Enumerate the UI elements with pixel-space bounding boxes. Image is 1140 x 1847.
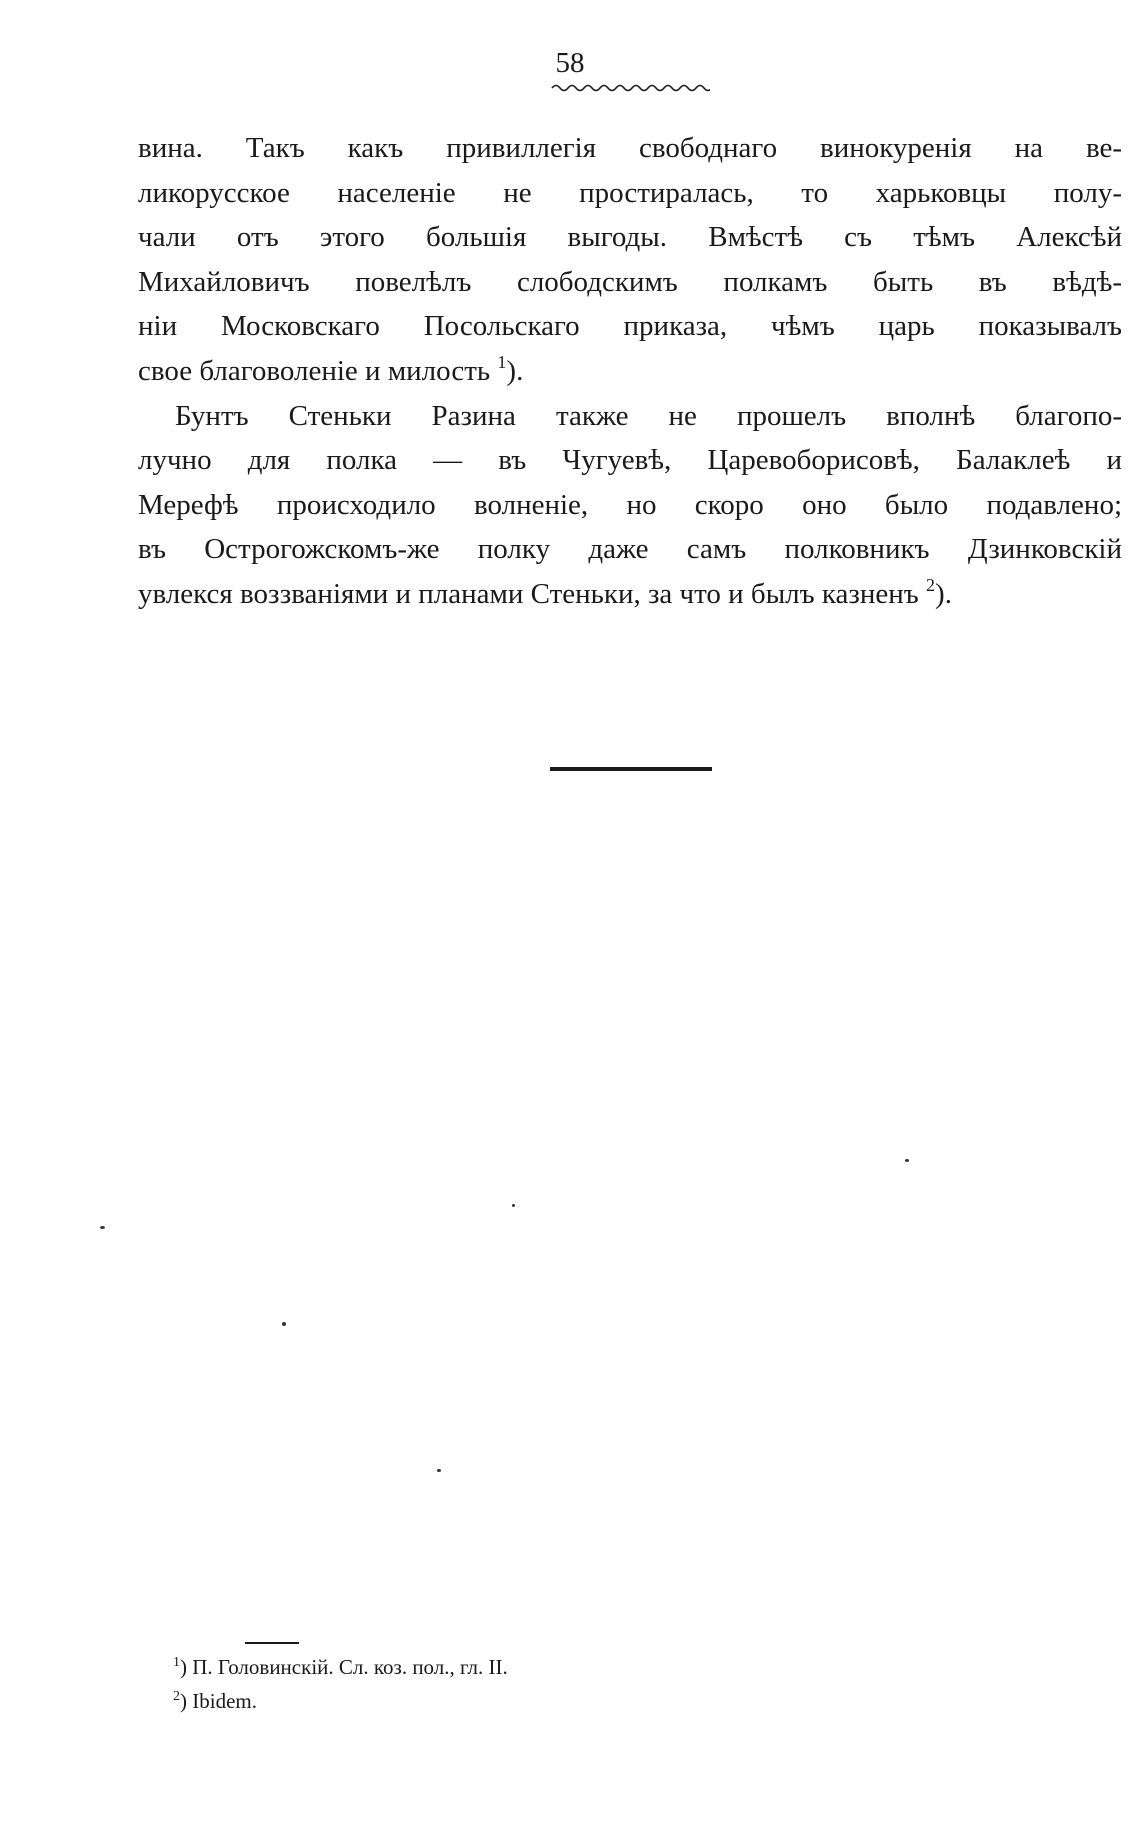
text-line: въ Острогожскомъ-же полку даже самъ полковникъ Дзинковскій <box>138 533 1122 566</box>
paragraph-1 <box>138 126 1122 394</box>
footnote-separator <box>245 1642 299 1644</box>
scan-speck <box>512 1204 515 1207</box>
text-line: ликорусское населеніе не простиралась, то харьковцы полу- <box>138 176 1122 209</box>
footnote-ref-1[interactable]: 1 <box>497 351 507 372</box>
text-line: Михайловичъ повелѣлъ слободскимъ полкамъ быть въ вѣдѣ- <box>138 265 1122 298</box>
footnote-text: ) П. Головинскій. Сл. коз. пол., гл. II. <box>180 1655 508 1679</box>
footnotes <box>173 1650 873 1718</box>
page-number: 58 <box>555 47 585 79</box>
text-line: вина. Такъ какъ привиллегія свободнаго винокуренія на ве- <box>138 132 1122 164</box>
wavy-ornament-icon <box>550 82 710 94</box>
text-line-tail: ). <box>935 577 952 610</box>
text-line: Бунтъ Стеньки Разина также не прошелъ вполнѣ благопо- <box>175 399 1122 432</box>
text-line-last <box>138 572 1122 617</box>
scan-speck <box>282 1322 286 1326</box>
text-line: Мерефѣ происходило волненіе, но скоро оно было подавлено; <box>138 488 1122 521</box>
scan-speck <box>100 1226 105 1229</box>
scan-speck <box>905 1159 909 1162</box>
body-text <box>138 126 1122 617</box>
paragraph-2 <box>138 394 1122 617</box>
section-end-rule <box>550 767 712 771</box>
scan-speck <box>437 1469 441 1472</box>
text-line: лучно для полка — въ Чугуевѣ, Царевоборисовѣ, Балаклеѣ и <box>138 444 1122 477</box>
footnote-ref-2[interactable]: 2 <box>926 574 936 595</box>
text-line-content: свое благоволеніе и милость <box>138 354 498 387</box>
text-line-content: увлекся воззваніями и планами Стеньки, за что и былъ казненъ <box>138 577 927 610</box>
footnote-2 <box>173 1684 873 1718</box>
footnote-mark: 2 <box>173 1689 180 1704</box>
footnote-1 <box>173 1650 873 1684</box>
text-line: ніи Московскаго Посольскаго приказа, чѣмъ царь показывалъ <box>138 310 1122 343</box>
footnote-text: ) Ibidem. <box>180 1689 257 1713</box>
text-line: чали отъ этого большія выгоды. Вмѣстѣ съ тѣмъ Алексѣй <box>138 221 1122 254</box>
text-line-last <box>138 349 1122 394</box>
text-line-tail: ). <box>506 354 524 387</box>
footnote-mark: 1 <box>173 1655 180 1670</box>
